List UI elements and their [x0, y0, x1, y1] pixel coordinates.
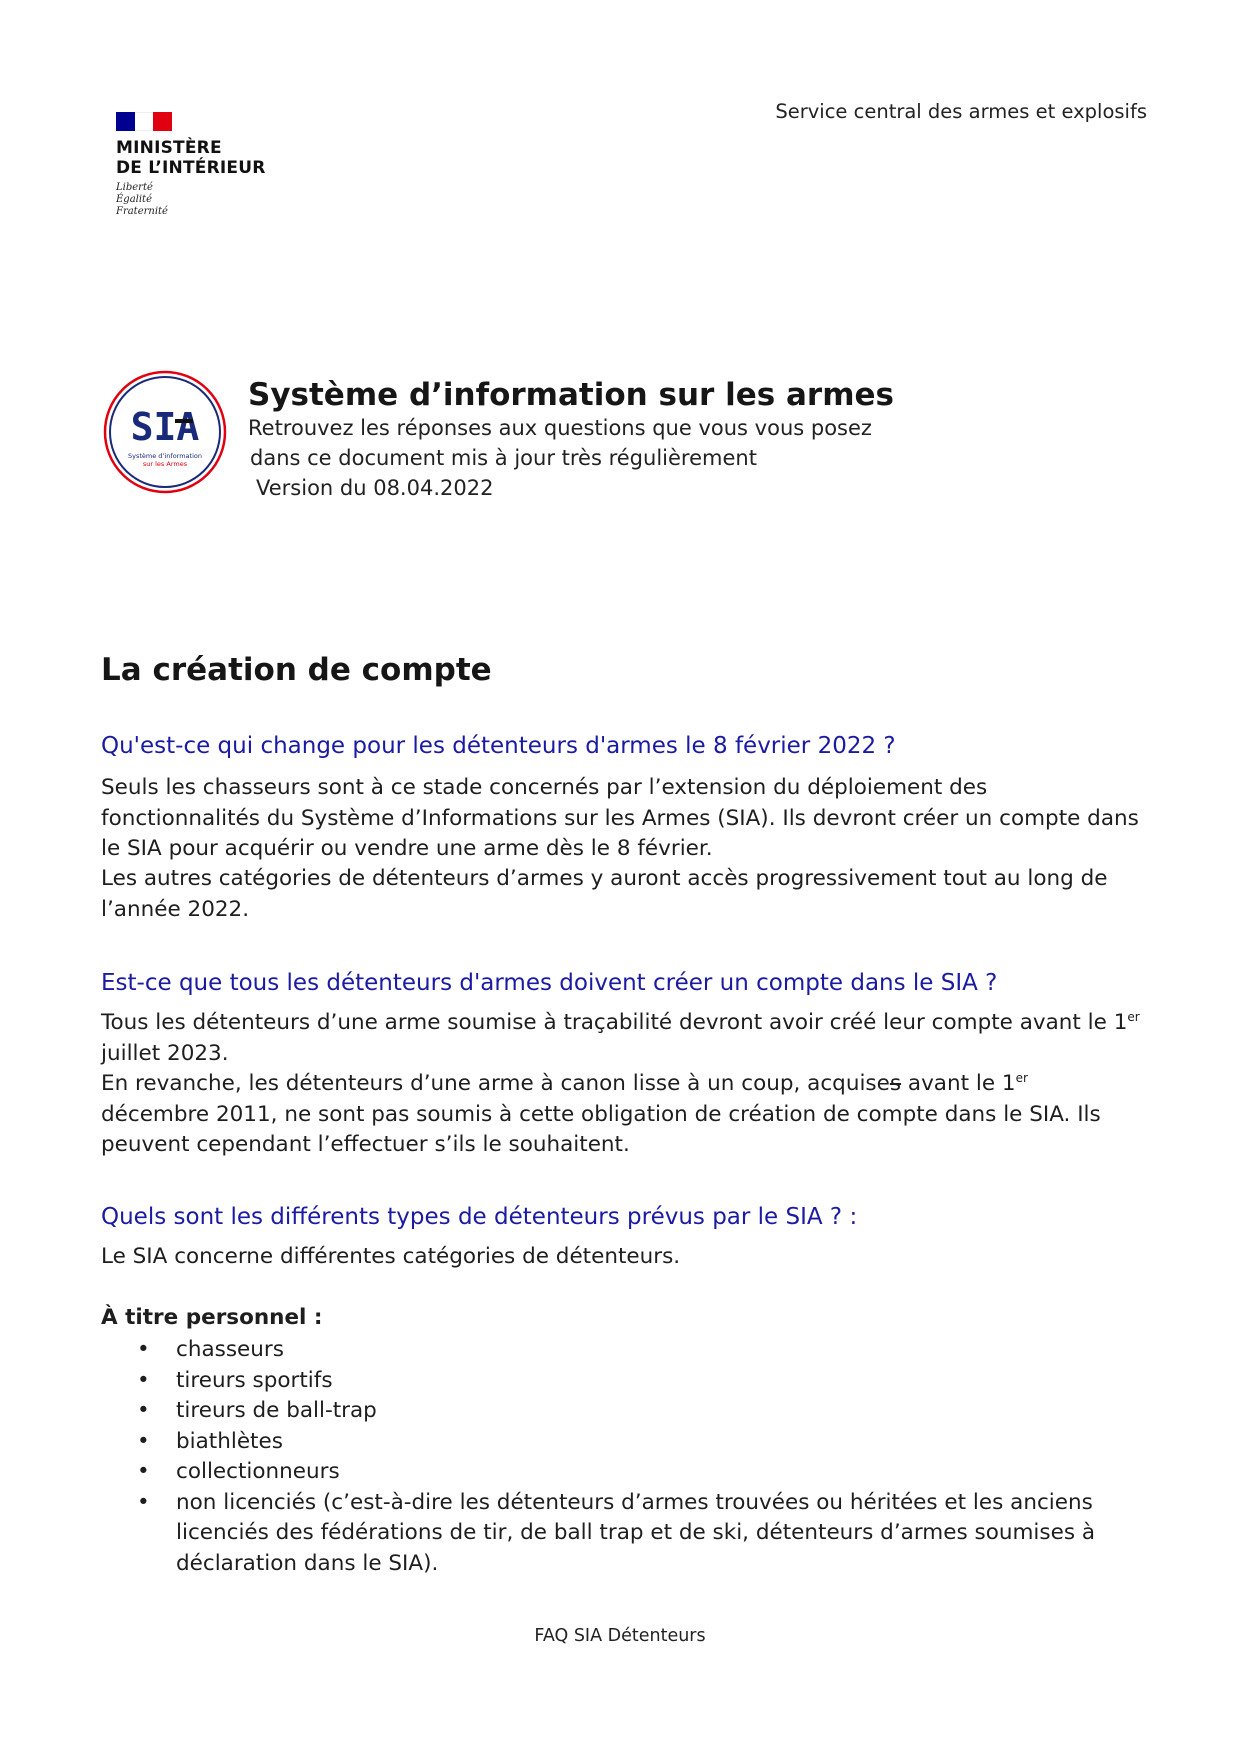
french-flag-icon: [116, 112, 172, 131]
document-subtitle-2: dans ce document mis à jour très régulièrement: [250, 446, 757, 470]
list-item: • tireurs sportifs: [137, 1367, 333, 1393]
section-title: La création de compte: [101, 652, 492, 688]
ministry-logo: [116, 112, 286, 218]
question-1: Qu'est-ce qui change pour les détenteurs d'armes le 8 février 2022 ?: [101, 733, 896, 759]
motto-fraternite: Fraternité: [116, 206, 168, 217]
ministry-name-line2: DE L’INTÉRIEUR: [116, 158, 266, 178]
republic-motto: [116, 182, 286, 218]
document-subtitle-1: Retrouvez les réponses aux questions que vous vous posez: [248, 416, 872, 440]
sia-seal-logo: [103, 370, 227, 494]
list-item: • biathlètes: [137, 1428, 283, 1454]
answer-1-paragraph-1: Seuls les chasseurs sont à ce stade concernés par l’extension du déploiement des fonctionnalités du Système d’Informations sur les Armes (SIA). Ils devront créer un compte dans le SIA pour acquérir ou vendre une arme dès le 8 février.: [101, 775, 1139, 861]
document-version: Version du 08.04.2022: [256, 476, 494, 500]
question-3: Quels sont les différents types de détenteurs prévus par le SIA ? :: [101, 1204, 858, 1230]
answer-3-intro: Le SIA concerne différentes catégories de détenteurs.: [101, 1244, 681, 1269]
personal-label: À titre personnel :: [101, 1305, 323, 1330]
ministry-name-line1: MINISTÈRE: [116, 138, 222, 158]
sia-seal-text: SIA: [130, 405, 200, 449]
motto-liberte: Liberté: [116, 182, 153, 193]
list-item: • non licenciés (c’est-à-dire les détenteurs d’armes trouvées ou héritées et les anciens licenciés des fédérations de tir, de ball trap et de ski, détenteurs d’armes soumises à déclaration dans le SIA).: [137, 1489, 1096, 1576]
page-footer: FAQ SIA Détenteurs: [534, 1626, 706, 1646]
answer-1-paragraph-2: Les autres catégories de détenteurs d’armes y auront accès progressivement tout au long de l’année 2022.: [101, 866, 1108, 922]
document-title: Système d’information sur les armes: [248, 377, 894, 413]
service-name: Service central des armes et explosifs: [775, 100, 1147, 123]
list-item: • tireurs de ball-trap: [137, 1398, 377, 1423]
sia-seal-caption-1: Système d’information: [127, 452, 203, 460]
list-item: • chasseurs: [137, 1337, 284, 1362]
answer-2-paragraph-1: Tous les détenteurs d’une arme soumise à traçabilité devront avoir créé leur compte avant le 1er juillet 2023.: [101, 1009, 1140, 1066]
question-2: Est-ce que tous les détenteurs d'armes doivent créer un compte dans le SIA ?: [101, 970, 998, 996]
list-item: • collectionneurs: [137, 1459, 340, 1484]
answer-2-paragraph-2: En revanche, les détenteurs d’une arme à canon lisse à un coup, acquises avant le 1er décembre 2011, ne sont pas soumis à cette obligation de création de compte dans le SIA. Ils peuvent cependant l’effectuer s’ils le souhaitent.: [101, 1070, 1101, 1157]
holder-categories-list: [101, 1335, 1141, 1579]
motto-egalite: Égalité: [116, 194, 152, 205]
sia-seal-caption-2: sur les Armes: [142, 460, 188, 468]
